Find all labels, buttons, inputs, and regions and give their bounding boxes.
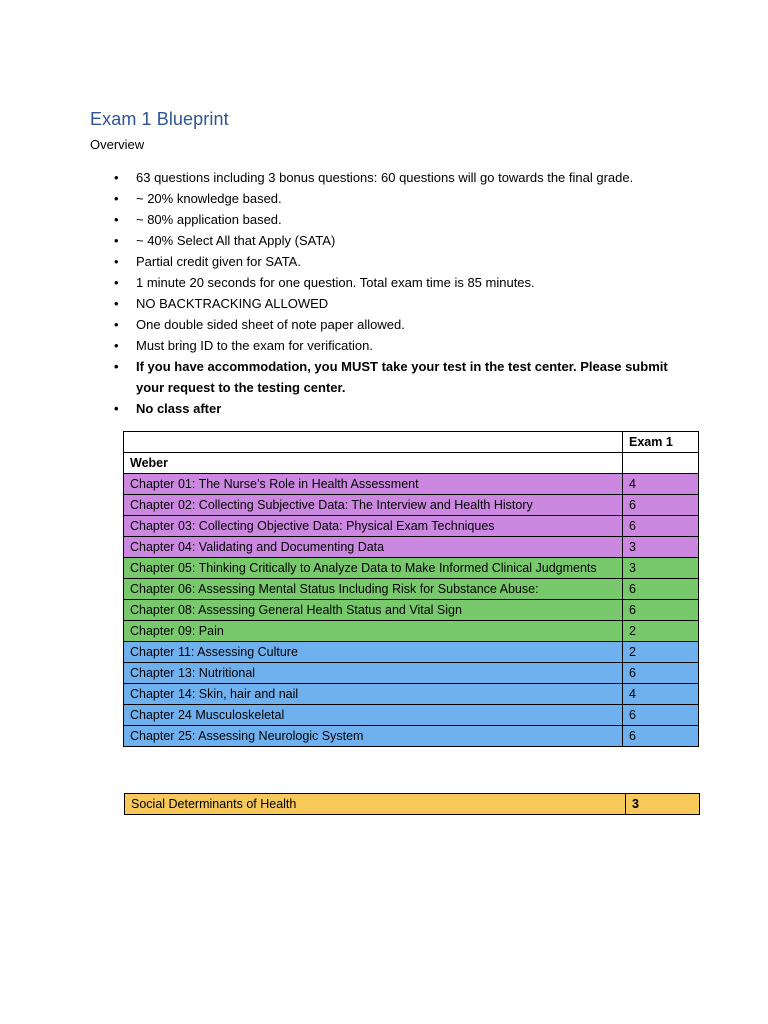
list-item: • 63 questions including 3 bonus questions: 60 questions will go towards the final grade. — [90, 167, 690, 188]
question-count-cell: 3 — [623, 558, 699, 579]
question-count-cell: 6 — [623, 516, 699, 537]
chapter-cell: Chapter 01: The Nurse’s Role in Health Assessment — [124, 474, 623, 495]
chapter-cell: Chapter 08: Assessing General Health Status and Vital Sign — [124, 600, 623, 621]
chapter-cell: Chapter 14: Skin, hair and nail — [124, 684, 623, 705]
table-row — [124, 495, 699, 516]
chapter-cell: Chapter 04: Validating and Documenting Data — [124, 537, 623, 558]
chapter-cell: Chapter 13: Nutritional — [124, 663, 623, 684]
question-count-cell: 2 — [623, 621, 699, 642]
table-row — [124, 621, 699, 642]
list-item: • 1 minute 20 seconds for one question. Total exam time is 85 minutes. — [90, 272, 690, 293]
table-row — [124, 579, 699, 600]
list-item-no-class: • No class after — [90, 398, 690, 419]
chapter-cell: Chapter 25: Assessing Neurologic System — [124, 726, 623, 747]
list-item: • ~ 40% Select All that Apply (SATA) — [90, 230, 690, 251]
question-count-cell: 6 — [623, 495, 699, 516]
list-item: • NO BACKTRACKING ALLOWED — [90, 293, 690, 314]
header-exam-cell: Exam 1 — [623, 432, 699, 453]
bullet-icon: • — [114, 191, 119, 206]
table-header-row — [124, 432, 699, 453]
bullet-icon: • — [114, 233, 119, 248]
bullet-icon: • — [114, 275, 119, 290]
chapter-cell: Chapter 03: Collecting Objective Data: Physical Exam Techniques — [124, 516, 623, 537]
question-count-cell: 6 — [623, 705, 699, 726]
table-row — [125, 794, 700, 815]
overview-heading: Overview — [90, 137, 145, 152]
question-count-cell: 3 — [623, 537, 699, 558]
table-row — [124, 516, 699, 537]
chapter-cell: Chapter 06: Assessing Mental Status Including Risk for Substance Abuse: — [124, 579, 623, 600]
list-item: • ~ 20% knowledge based. — [90, 188, 690, 209]
sdoh-label-cell: Social Determinants of Health — [125, 794, 626, 815]
sdoh-table — [124, 793, 700, 815]
bullet-icon: • — [114, 317, 119, 332]
list-item: • One double sided sheet of note paper allowed. — [90, 314, 690, 335]
bullet-icon: • — [114, 212, 119, 227]
table-row — [124, 600, 699, 621]
bullet-icon: • — [114, 254, 119, 269]
overview-list — [90, 167, 690, 419]
question-count-cell: 4 — [623, 474, 699, 495]
list-item-accommodation: • If you have accommodation, you MUST take your test in the test center. Please submit your request to the testing center. — [90, 356, 690, 398]
list-item: • ~ 80% application based. — [90, 209, 690, 230]
question-count-cell: 4 — [623, 684, 699, 705]
table-row — [124, 726, 699, 747]
chapter-cell: Chapter 02: Collecting Subjective Data: The Interview and Health History — [124, 495, 623, 516]
list-item: • Must bring ID to the exam for verification. — [90, 335, 690, 356]
chapter-cell: Chapter 09: Pain — [124, 621, 623, 642]
table-row — [124, 663, 699, 684]
table-row — [124, 558, 699, 579]
section-count-cell — [623, 453, 699, 474]
table-section-row — [124, 453, 699, 474]
sdoh-count-cell: 3 — [626, 794, 700, 815]
table-row — [124, 705, 699, 726]
bullet-icon: • — [114, 170, 119, 185]
chapter-cell: Chapter 24 Musculoskeletal — [124, 705, 623, 726]
question-count-cell: 6 — [623, 663, 699, 684]
header-blank-cell — [124, 432, 623, 453]
question-count-cell: 6 — [623, 726, 699, 747]
section-label-cell: Weber — [124, 453, 623, 474]
question-count-cell: 6 — [623, 600, 699, 621]
bullet-icon: • — [114, 401, 119, 416]
bullet-icon: • — [114, 359, 119, 374]
chapter-cell: Chapter 11: Assessing Culture — [124, 642, 623, 663]
blueprint-table — [123, 431, 699, 747]
question-count-cell: 6 — [623, 579, 699, 600]
table-row — [124, 474, 699, 495]
table-row — [124, 537, 699, 558]
list-item: • Partial credit given for SATA. — [90, 251, 690, 272]
table-row — [124, 684, 699, 705]
page-title: Exam 1 Blueprint — [90, 109, 229, 129]
table-row — [124, 642, 699, 663]
bullet-icon: • — [114, 296, 119, 311]
question-count-cell: 2 — [623, 642, 699, 663]
chapter-cell: Chapter 05: Thinking Critically to Analyze Data to Make Informed Clinical Judgments — [124, 558, 623, 579]
bullet-icon: • — [114, 338, 119, 353]
